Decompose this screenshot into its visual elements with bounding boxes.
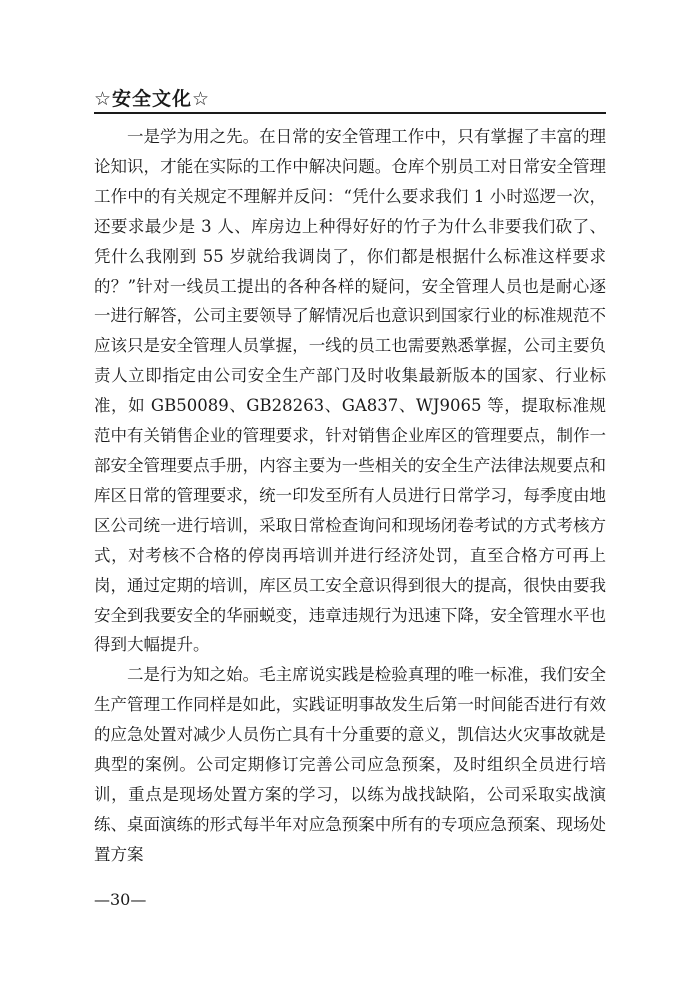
article-body <box>94 122 606 870</box>
section-title: ☆安全文化☆ <box>94 88 211 110</box>
section-header <box>94 82 606 114</box>
paragraph-action-first: 二是行为知之始。毛主席说实践是检验真理的唯一标准，我们安全生产管理工作同样是如此，实践证明事故发生后第一时间能否进行有效的应急处置对减少人员伤亡具有十分重要的意义，凯信达火灾事故就是典型的案例。公司定期修订完善公司应急预案，及时组织全员进行培训，重点是现场处置方案的学习，以练为战找缺陷，公司采取实战演练、桌面演练的形式每半年对应急预案中所有的专项应急预案、现场处置方案 <box>94 665 606 864</box>
paragraph-study-first: 一是学为用之先。在日常的安全管理工作中，只有掌握了丰富的理论知识，才能在实际的工作中解决问题。仓库个别员工对日常安全管理工作中的有关规定不理解并反问：“凭什么要求我们 1 小时巡逻一次，还要求最少是 3 人、库房边上种得好好的竹子为什么非要我们砍了、凭什么我刚到 55 岁就给我调岗了，你们都是根据什么标准这样要求的？”针对一线员工提出的各种各样的疑问，安全管理人员也是耐心逐一进行解答，公司主要领导了解情况后也意识到国家行业的标准规范不应该只是安全管理人员掌握，一线的员工也需要熟悉掌握，公司主要负责人立即指定由公司安全生产部门及时收集最新版本的国家、行业标准，如 GB50089、GB28263、GA837、WJ9065 等，提取标准规范中有关销售企业的管理要求，针对销售企业库区的管理要点，制作一部安全管理要点手册，内容主要为一些相关的安全生产法律法规要点和库区日常的管理要求，统一印发至所有人员进行日常学习，每季度由地区公司统一进行培训，采取日常检查询问和现场闭卷考试的方式考核方式，对考核不合格的停岗再培训并进行经济处罚，直至合格方可再上岗，通过定期的培训，库区员工安全意识得到很大的提高，很快由要我安全到我要安全的华丽蜕变，违章违规行为迅速下降，安全管理水平也得到大幅提升。 <box>94 127 606 655</box>
page-number: —30— <box>94 890 147 909</box>
